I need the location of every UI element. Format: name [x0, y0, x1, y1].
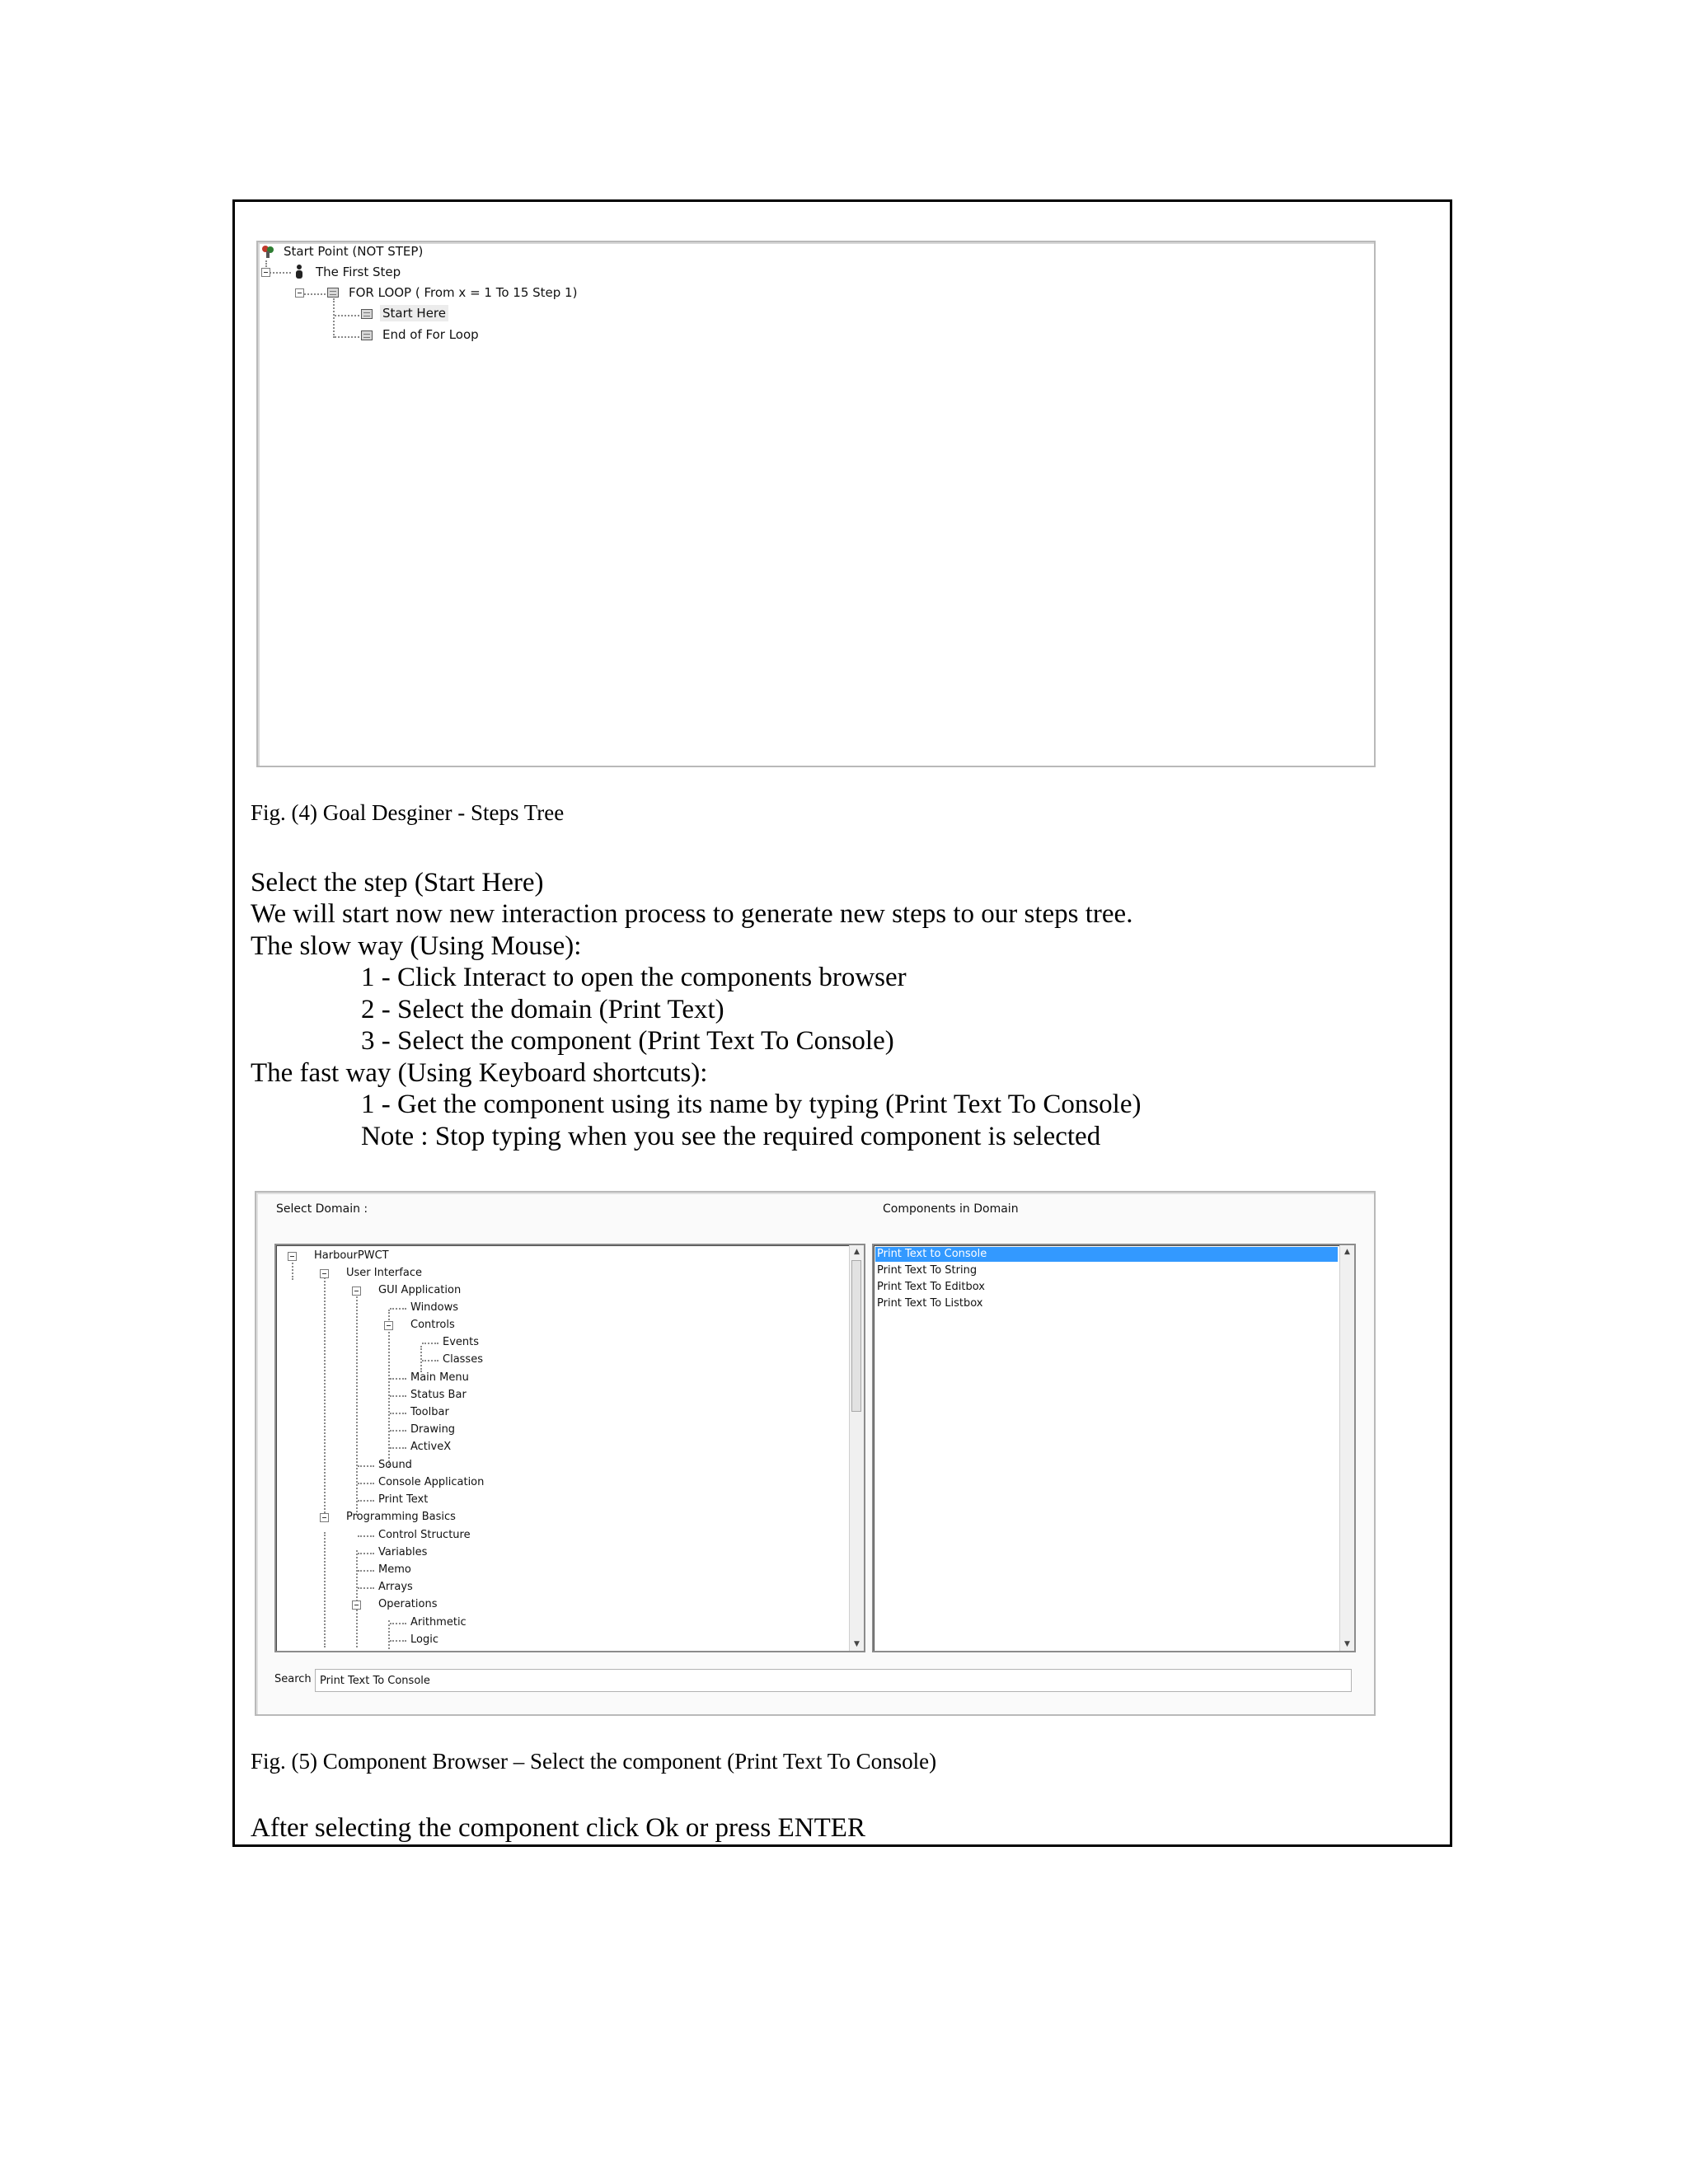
tree-connector — [335, 336, 359, 338]
collapse-toggle-icon[interactable] — [320, 1269, 329, 1278]
component-browser-panel — [255, 1191, 1376, 1716]
domain-tree-item[interactable]: Logic — [410, 1633, 438, 1646]
scroll-down-arrow-icon[interactable]: ▼ — [854, 1640, 860, 1648]
scroll-up-arrow-icon[interactable]: ▲ — [1344, 1248, 1350, 1256]
instruction-line: 1 - Click Interact to open the components browser — [361, 963, 907, 992]
domain-tree-item[interactable]: Print Text — [378, 1493, 429, 1506]
tree-connector — [390, 1623, 406, 1624]
tree-connector — [324, 1532, 326, 1647]
instruction-line: The fast way (Using Keyboard shortcuts): — [251, 1058, 708, 1088]
domain-tree-item[interactable]: Events — [443, 1336, 480, 1348]
tree-connector — [358, 1553, 374, 1554]
domain-tree-item[interactable]: User Interface — [346, 1267, 422, 1279]
tree-connector — [390, 1395, 406, 1397]
tree-connector — [422, 1360, 438, 1361]
domain-tree-item[interactable]: Sound — [378, 1459, 412, 1471]
domain-tree-item[interactable]: Operations — [378, 1598, 438, 1610]
collapse-toggle-icon[interactable] — [295, 288, 304, 298]
instruction-line: We will start now new interaction process to generate new steps to our steps tree. — [251, 899, 1133, 929]
search-input[interactable] — [315, 1669, 1352, 1692]
domain-tree-item[interactable]: Memo — [378, 1563, 411, 1576]
step-icon — [361, 309, 373, 319]
domain-tree-item[interactable]: HarbourPWCT — [314, 1249, 389, 1262]
step-person-icon — [294, 265, 304, 279]
component-item-selected[interactable]: Print Text to Console — [875, 1247, 1338, 1262]
domain-tree-item[interactable]: Drawing — [410, 1423, 456, 1436]
tree-connector — [388, 1620, 390, 1649]
search-label: Search — [274, 1673, 312, 1685]
footer-instruction: After selecting the component click Ok or press ENTER — [251, 1813, 865, 1843]
tree-connector — [270, 272, 291, 274]
components-list-scrollbar[interactable] — [1339, 1245, 1354, 1651]
tree-connector — [358, 1465, 374, 1467]
component-item[interactable]: Print Text To Listbox — [877, 1297, 983, 1310]
tree-connector — [390, 1308, 406, 1310]
page-frame — [232, 199, 1452, 1847]
domain-tree-item[interactable]: Control Structure — [378, 1529, 471, 1541]
components-list[interactable] — [872, 1244, 1356, 1652]
select-domain-label: Select Domain : — [276, 1202, 368, 1216]
instruction-line: The slow way (Using Mouse): — [251, 931, 582, 961]
tree-connector — [335, 315, 359, 316]
scroll-up-arrow-icon[interactable]: ▲ — [854, 1248, 860, 1256]
tree-connector — [390, 1413, 406, 1414]
domain-tree-scrollbar[interactable] — [849, 1245, 864, 1651]
domain-tree-item[interactable]: Toolbar — [410, 1406, 449, 1418]
components-in-domain-label: Components in Domain — [883, 1202, 1019, 1216]
domain-tree-item[interactable]: Arrays — [378, 1581, 413, 1593]
fig4-caption: Fig. (4) Goal Desginer - Steps Tree — [251, 800, 565, 825]
tree-connector — [422, 1343, 438, 1344]
domain-tree-item[interactable]: Arithmetic — [410, 1616, 467, 1629]
domain-tree-item[interactable]: Programming Basics — [346, 1511, 456, 1523]
domain-tree-item[interactable]: Classes — [443, 1353, 483, 1366]
tree-connector — [265, 260, 267, 267]
steps-tree-panel[interactable] — [256, 241, 1376, 767]
instruction-line: Select the step (Start Here) — [251, 868, 544, 898]
component-item[interactable]: Print Text To String — [877, 1264, 978, 1277]
tree-connector — [420, 1346, 422, 1372]
scroll-thumb[interactable] — [851, 1260, 861, 1412]
domain-tree[interactable] — [274, 1244, 865, 1652]
tree-item-first-step[interactable]: The First Step — [316, 265, 401, 279]
domain-tree-item[interactable]: Variables — [378, 1546, 428, 1558]
tree-connector — [356, 1550, 358, 1647]
tree-item-for-loop[interactable]: FOR LOOP ( From x = 1 To 15 Step 1) — [349, 285, 578, 300]
collapse-toggle-icon[interactable] — [352, 1286, 361, 1296]
instruction-line: 3 - Select the component (Print Text To Console) — [361, 1026, 894, 1056]
fig5-caption: Fig. (5) Component Browser – Select the component (Print Text To Console) — [251, 1749, 937, 1774]
component-item[interactable]: Print Text To Editbox — [877, 1281, 985, 1293]
tree-connector — [324, 1275, 326, 1522]
collapse-toggle-icon[interactable] — [320, 1513, 329, 1522]
tree-connector — [358, 1483, 374, 1484]
domain-tree-item[interactable]: Windows — [410, 1301, 459, 1314]
instruction-line: 1 - Get the component using its name by typing (Print Text To Console) — [361, 1090, 1142, 1119]
domain-tree-item[interactable]: ActiveX — [410, 1441, 452, 1453]
tree-connector — [358, 1570, 374, 1572]
collapse-toggle-icon[interactable] — [384, 1321, 393, 1330]
domain-tree-item[interactable]: Main Menu — [410, 1371, 469, 1384]
for-loop-step-icon — [327, 288, 339, 298]
tree-connector — [358, 1500, 374, 1502]
instruction-line: Note : Stop typing when you see the required component is selected — [361, 1122, 1101, 1151]
tree-item-end-of-for-loop[interactable]: End of For Loop — [382, 327, 479, 342]
domain-tree-item[interactable]: Controls — [410, 1319, 455, 1331]
domain-tree-item[interactable]: Status Bar — [410, 1389, 467, 1401]
tree-connector — [333, 298, 335, 338]
instruction-line: 2 - Select the domain (Print Text) — [361, 995, 724, 1024]
tree-connector — [390, 1430, 406, 1432]
collapse-toggle-icon[interactable] — [352, 1601, 361, 1610]
start-point-icon — [260, 244, 275, 259]
tree-connector — [388, 1310, 390, 1468]
collapse-toggle-icon[interactable] — [288, 1252, 297, 1261]
tree-connector — [390, 1447, 406, 1449]
scroll-down-arrow-icon[interactable]: ▼ — [1344, 1640, 1350, 1648]
step-icon — [361, 330, 373, 340]
collapse-toggle-icon[interactable] — [261, 268, 270, 277]
tree-connector — [358, 1535, 374, 1537]
tree-item-start-here[interactable]: Start Here — [380, 305, 448, 321]
tree-connector — [358, 1587, 374, 1589]
domain-tree-item[interactable]: Console Application — [378, 1476, 485, 1488]
tree-root-label[interactable]: Start Point (NOT STEP) — [284, 244, 424, 259]
domain-tree-item[interactable]: GUI Application — [378, 1284, 462, 1296]
tree-connector — [304, 293, 326, 295]
tree-connector — [390, 1378, 406, 1380]
tree-connector — [390, 1640, 406, 1642]
